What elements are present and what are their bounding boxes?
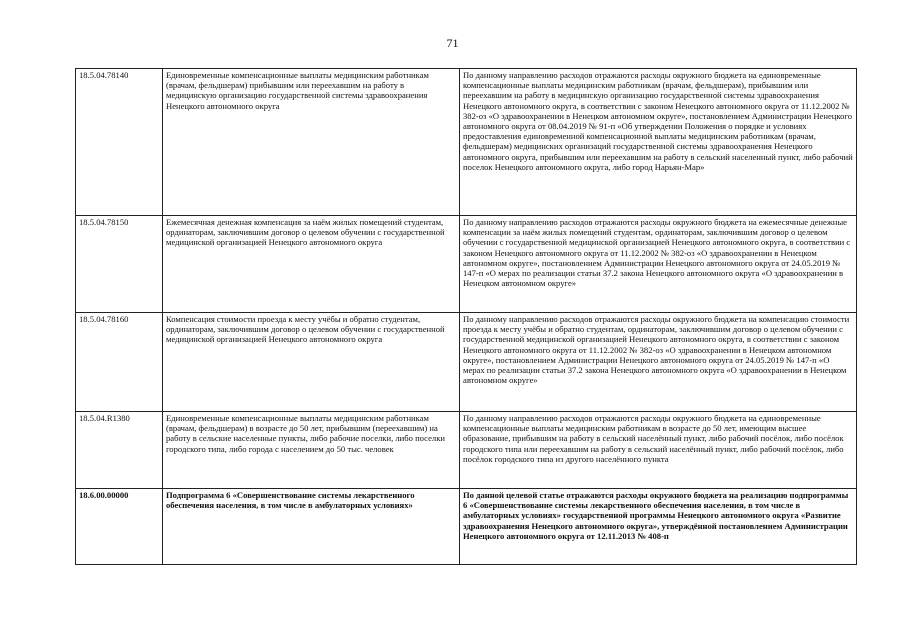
row-description: По данному направлению расходов отражаются расходы окружного бюджета на компенсацию стоимости проезда к месту учёбы и обратно студентам, ординаторам, заключившим договор о целевом обучении с государственной медицинской организацией Ненецкого автономного округа, в соответствии с законом Ненецкого автономного округа от 11.12.2002 № 382-оз «О здравоохранении в Ненецком автономном округе», постановлением Администрации Ненецкого автономного округа от 24.05.2019 № 147-п «О мерах по реализации статьи 37.2 закона Ненецкого автономного округа «О здравоохранении в Ненецком автономном округе» <box>460 313 857 412</box>
row-name: Ежемесячная денежная компенсация за наём жилых помещений студентам, ординаторам, заключившим договор о целевом обучении с государственной медицинской организацией Ненецкого автономного округа <box>163 216 460 313</box>
row-name: Подпрограмма 6 «Совершенствование системы лекарственного обеспечения населения, в том числе в амбулаторных условиях» <box>163 489 460 565</box>
row-description: По данному направлению расходов отражаются расходы окружного бюджета на ежемесячные денежные компенсации за наём жилых помещений студентам, ординаторам, заключившим договор о целевом обучении с государственной медицинской организацией Ненецкого автономного округа, в соответствии с законом Ненецкого автономного округа от 11.12.2002 № 382-оз «О здравоохранении в Ненецком автономном округе», постановлением Администрации Ненецкого автономного округа от 24.05.2019 № 147-п «О мерах по реализации статьи 37.2 закона Ненецкого автономного округа «О здравоохранении в Ненецком автономном округе» <box>460 216 857 313</box>
row-description: По данному направлению расходов отражаются расходы окружного бюджета на единовременные компенсационные выплаты медицинским работникам в возрасте до 50 лет, имеющим высшее образование, прибывшим на работу в сельский населённый пункт, либо рабочий посёлок, либо посёлок городского типа или переехавшим на работу в сельский населённый пункт, либо рабочий посёлок, либо посёлок городского типа из другого населённого пункта <box>460 412 857 489</box>
row-code: 18.5.04.78150 <box>76 216 163 313</box>
budget-classification-table <box>75 68 857 565</box>
row-name: Единовременные компенсационные выплаты медицинским работникам (врачам, фельдшерам) в возрасте до 50 лет, прибывшим (переехавшим) на работу в сельские населенные пункты, либо рабочие поселки, либо поселки городского типа, либо города с населением до 50 тыс. человек <box>163 412 460 489</box>
page-number: 71 <box>446 36 459 50</box>
row-code: 18.5.04.78160 <box>76 313 163 412</box>
row-name: Компенсация стоимости проезда к месту учёбы и обратно студентам, ординаторам, заключившим договор о целевом обучении с государственной медицинской организацией Ненецкого автономного округа <box>163 313 460 412</box>
row-code: 18.6.00.00000 <box>76 489 163 565</box>
table-row <box>76 216 857 313</box>
row-code: 18.5.04.78140 <box>76 69 163 216</box>
table-row <box>76 313 857 412</box>
table-row <box>76 489 857 565</box>
row-name: Единовременные компенсационные выплаты медицинским работникам (врачам, фельдшерам) прибывшим или переехавшим на работу в медицинскую организацию государственной системы здравоохранения Ненецкого автономного округа <box>163 69 460 216</box>
row-code: 18.5.04.R1380 <box>76 412 163 489</box>
table-row <box>76 69 857 216</box>
table-row <box>76 412 857 489</box>
row-description: По данному направлению расходов отражаются расходы окружного бюджета на единовременные компенсационные выплаты медицинским работникам (врачам, фельдшерам), прибывшим или переехавшим на работу в медицинскую организацию государственной системы здравоохранения Ненецкого автономного округа, в соответствии с законом Ненецкого автономного округа от 11.12.2002 № 382-оз «О здравоохранении в Ненецком автономном округе», постановлением Администрации Ненецкого автономного округа от 08.04.2019 № 91-п «Об утверждении Положения о порядке и условиях предоставления единовременной компенсационной выплаты медицинским работникам (врачам, фельдшерам) медицинских организаций государственной системы здравоохранения Ненецкого автономного округа, прибывшим или переехавшим на работу в сельский населенный пункт, либо рабочий поселок Ненецкого автономного округа, либо город Нарьян-Мар» <box>460 69 857 216</box>
row-description: По данной целевой статье отражаются расходы окружного бюджета на реализацию подпрограммы 6 «Совершенствование системы лекарственного обеспечения населения, в том числе в амбулаторных условиях» государственной программы Ненецкого автономного округа «Развитие здравоохранения Ненецкого автономного округа», утверждённой постановлением Администрации Ненецкого автономного округа от 12.11.2013 № 408-п <box>460 489 857 565</box>
